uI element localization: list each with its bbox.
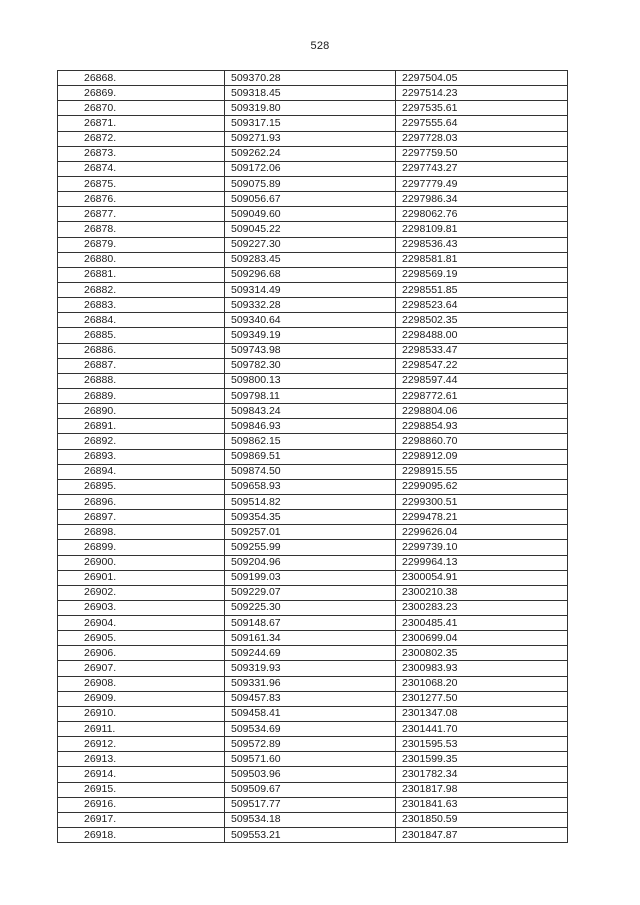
x-coordinate-cell: 509049.60 [225, 207, 396, 222]
point-number-cell: 26896. [58, 494, 225, 509]
x-coordinate-cell: 509517.77 [225, 797, 396, 812]
x-coordinate-cell: 509283.45 [225, 252, 396, 267]
point-number-cell: 26876. [58, 192, 225, 207]
table-row [58, 797, 568, 812]
y-coordinate-cell: 2300054.91 [396, 570, 568, 585]
y-coordinate-cell: 2298912.09 [396, 449, 568, 464]
table-row [58, 71, 568, 86]
point-number-cell: 26910. [58, 706, 225, 721]
y-coordinate-cell: 2298804.06 [396, 404, 568, 419]
point-number-cell: 26890. [58, 404, 225, 419]
point-number-cell: 26895. [58, 479, 225, 494]
y-coordinate-cell: 2301595.53 [396, 737, 568, 752]
x-coordinate-cell: 509457.83 [225, 691, 396, 706]
point-number-cell: 26883. [58, 298, 225, 313]
y-coordinate-cell: 2297743.27 [396, 161, 568, 176]
x-coordinate-cell: 509743.98 [225, 343, 396, 358]
x-coordinate-cell: 509458.41 [225, 706, 396, 721]
y-coordinate-cell: 2300983.93 [396, 661, 568, 676]
y-coordinate-cell: 2298772.61 [396, 388, 568, 403]
y-coordinate-cell: 2297555.64 [396, 116, 568, 131]
table-row [58, 706, 568, 721]
table-row [58, 131, 568, 146]
table-row [58, 86, 568, 101]
table-row [58, 812, 568, 827]
point-number-cell: 26882. [58, 282, 225, 297]
table-row [58, 691, 568, 706]
y-coordinate-cell: 2297759.50 [396, 146, 568, 161]
x-coordinate-cell: 509172.06 [225, 161, 396, 176]
point-number-cell: 26902. [58, 585, 225, 600]
table-row [58, 313, 568, 328]
y-coordinate-cell: 2301850.59 [396, 812, 568, 827]
table-row [58, 585, 568, 600]
y-coordinate-cell: 2301817.98 [396, 782, 568, 797]
table-row [58, 646, 568, 661]
point-number-cell: 26901. [58, 570, 225, 585]
point-number-cell: 26912. [58, 737, 225, 752]
point-number-cell: 26877. [58, 207, 225, 222]
x-coordinate-cell: 509148.67 [225, 616, 396, 631]
table-row [58, 540, 568, 555]
y-coordinate-cell: 2301782.34 [396, 767, 568, 782]
table-row [58, 222, 568, 237]
x-coordinate-cell: 509370.28 [225, 71, 396, 86]
x-coordinate-cell: 509244.69 [225, 646, 396, 661]
x-coordinate-cell: 509227.30 [225, 237, 396, 252]
point-number-cell: 26888. [58, 373, 225, 388]
y-coordinate-cell: 2298860.70 [396, 434, 568, 449]
y-coordinate-cell: 2298523.64 [396, 298, 568, 313]
table-row [58, 328, 568, 343]
point-number-cell: 26900. [58, 555, 225, 570]
y-coordinate-cell: 2301068.20 [396, 676, 568, 691]
x-coordinate-cell: 509204.96 [225, 555, 396, 570]
point-number-cell: 26907. [58, 661, 225, 676]
x-coordinate-cell: 509045.22 [225, 222, 396, 237]
table-row [58, 555, 568, 570]
point-number-cell: 26878. [58, 222, 225, 237]
x-coordinate-cell: 509271.93 [225, 131, 396, 146]
y-coordinate-cell: 2298502.35 [396, 313, 568, 328]
x-coordinate-cell: 509354.35 [225, 510, 396, 525]
point-number-cell: 26874. [58, 161, 225, 176]
point-number-cell: 26918. [58, 828, 225, 843]
point-number-cell: 26905. [58, 631, 225, 646]
x-coordinate-cell: 509862.15 [225, 434, 396, 449]
point-number-cell: 26871. [58, 116, 225, 131]
point-number-cell: 26916. [58, 797, 225, 812]
point-number-cell: 26914. [58, 767, 225, 782]
y-coordinate-cell: 2298581.81 [396, 252, 568, 267]
point-number-cell: 26908. [58, 676, 225, 691]
y-coordinate-cell: 2301599.35 [396, 752, 568, 767]
point-number-cell: 26891. [58, 419, 225, 434]
point-number-cell: 26897. [58, 510, 225, 525]
point-number-cell: 26911. [58, 722, 225, 737]
y-coordinate-cell: 2298597.44 [396, 373, 568, 388]
x-coordinate-cell: 509349.19 [225, 328, 396, 343]
y-coordinate-cell: 2298547.22 [396, 358, 568, 373]
x-coordinate-cell: 509056.67 [225, 192, 396, 207]
point-number-cell: 26893. [58, 449, 225, 464]
point-number-cell: 26879. [58, 237, 225, 252]
point-number-cell: 26898. [58, 525, 225, 540]
y-coordinate-cell: 2300802.35 [396, 646, 568, 661]
coordinates-table [57, 70, 568, 843]
table-row [58, 207, 568, 222]
table-row [58, 388, 568, 403]
table-row [58, 343, 568, 358]
x-coordinate-cell: 509340.64 [225, 313, 396, 328]
y-coordinate-cell: 2299300.51 [396, 494, 568, 509]
table-row [58, 373, 568, 388]
x-coordinate-cell: 509225.30 [225, 600, 396, 615]
x-coordinate-cell: 509319.80 [225, 101, 396, 116]
table-row [58, 464, 568, 479]
point-number-cell: 26885. [58, 328, 225, 343]
x-coordinate-cell: 509199.03 [225, 570, 396, 585]
point-number-cell: 26872. [58, 131, 225, 146]
y-coordinate-cell: 2297986.34 [396, 192, 568, 207]
y-coordinate-cell: 2297728.03 [396, 131, 568, 146]
y-coordinate-cell: 2298854.93 [396, 419, 568, 434]
point-number-cell: 26887. [58, 358, 225, 373]
point-number-cell: 26915. [58, 782, 225, 797]
y-coordinate-cell: 2301841.63 [396, 797, 568, 812]
point-number-cell: 26903. [58, 600, 225, 615]
x-coordinate-cell: 509332.28 [225, 298, 396, 313]
point-number-cell: 26904. [58, 616, 225, 631]
x-coordinate-cell: 509075.89 [225, 176, 396, 191]
table-row [58, 449, 568, 464]
point-number-cell: 26894. [58, 464, 225, 479]
y-coordinate-cell: 2298109.81 [396, 222, 568, 237]
table-row [58, 101, 568, 116]
table-row [58, 252, 568, 267]
point-number-cell: 26889. [58, 388, 225, 403]
point-number-cell: 26875. [58, 176, 225, 191]
y-coordinate-cell: 2297535.61 [396, 101, 568, 116]
point-number-cell: 26884. [58, 313, 225, 328]
y-coordinate-cell: 2298551.85 [396, 282, 568, 297]
table-row [58, 267, 568, 282]
y-coordinate-cell: 2297504.05 [396, 71, 568, 86]
y-coordinate-cell: 2301347.08 [396, 706, 568, 721]
y-coordinate-cell: 2298062.76 [396, 207, 568, 222]
x-coordinate-cell: 509553.21 [225, 828, 396, 843]
y-coordinate-cell: 2300485.41 [396, 616, 568, 631]
table-row [58, 434, 568, 449]
table-row [58, 116, 568, 131]
y-coordinate-cell: 2298569.19 [396, 267, 568, 282]
point-number-cell: 26869. [58, 86, 225, 101]
table-row [58, 676, 568, 691]
x-coordinate-cell: 509843.24 [225, 404, 396, 419]
y-coordinate-cell: 2298488.00 [396, 328, 568, 343]
table-row [58, 510, 568, 525]
y-coordinate-cell: 2299739.10 [396, 540, 568, 555]
table-row [58, 176, 568, 191]
table-row [58, 737, 568, 752]
point-number-cell: 26899. [58, 540, 225, 555]
y-coordinate-cell: 2298536.43 [396, 237, 568, 252]
point-number-cell: 26868. [58, 71, 225, 86]
x-coordinate-cell: 509658.93 [225, 479, 396, 494]
y-coordinate-cell: 2300283.23 [396, 600, 568, 615]
table-row [58, 282, 568, 297]
y-coordinate-cell: 2301277.50 [396, 691, 568, 706]
x-coordinate-cell: 509509.67 [225, 782, 396, 797]
table-row [58, 752, 568, 767]
x-coordinate-cell: 509800.13 [225, 373, 396, 388]
table-row [58, 146, 568, 161]
x-coordinate-cell: 509874.50 [225, 464, 396, 479]
x-coordinate-cell: 509503.96 [225, 767, 396, 782]
table-row [58, 494, 568, 509]
point-number-cell: 26886. [58, 343, 225, 358]
y-coordinate-cell: 2301441.70 [396, 722, 568, 737]
table-row [58, 767, 568, 782]
table-row [58, 479, 568, 494]
point-number-cell: 26870. [58, 101, 225, 116]
point-number-cell: 26880. [58, 252, 225, 267]
point-number-cell: 26906. [58, 646, 225, 661]
y-coordinate-cell: 2299095.62 [396, 479, 568, 494]
x-coordinate-cell: 509869.51 [225, 449, 396, 464]
x-coordinate-cell: 509798.11 [225, 388, 396, 403]
x-coordinate-cell: 509257.01 [225, 525, 396, 540]
x-coordinate-cell: 509161.34 [225, 631, 396, 646]
point-number-cell: 26917. [58, 812, 225, 827]
x-coordinate-cell: 509572.89 [225, 737, 396, 752]
table-row [58, 828, 568, 843]
table-row [58, 631, 568, 646]
table-row [58, 616, 568, 631]
y-coordinate-cell: 2298915.55 [396, 464, 568, 479]
point-number-cell: 26913. [58, 752, 225, 767]
point-number-cell: 26881. [58, 267, 225, 282]
x-coordinate-cell: 509229.07 [225, 585, 396, 600]
y-coordinate-cell: 2299478.21 [396, 510, 568, 525]
x-coordinate-cell: 509317.15 [225, 116, 396, 131]
y-coordinate-cell: 2300210.38 [396, 585, 568, 600]
point-number-cell: 26873. [58, 146, 225, 161]
x-coordinate-cell: 509314.49 [225, 282, 396, 297]
x-coordinate-cell: 509262.24 [225, 146, 396, 161]
table-row [58, 237, 568, 252]
x-coordinate-cell: 509534.18 [225, 812, 396, 827]
y-coordinate-cell: 2299626.04 [396, 525, 568, 540]
y-coordinate-cell: 2300699.04 [396, 631, 568, 646]
x-coordinate-cell: 509571.60 [225, 752, 396, 767]
x-coordinate-cell: 509255.99 [225, 540, 396, 555]
table-row [58, 570, 568, 585]
x-coordinate-cell: 509514.82 [225, 494, 396, 509]
x-coordinate-cell: 509319.93 [225, 661, 396, 676]
x-coordinate-cell: 509331.96 [225, 676, 396, 691]
y-coordinate-cell: 2299964.13 [396, 555, 568, 570]
y-coordinate-cell: 2297779.49 [396, 176, 568, 191]
table-row [58, 722, 568, 737]
table-row [58, 358, 568, 373]
table-row [58, 161, 568, 176]
page-number: 528 [310, 40, 330, 52]
x-coordinate-cell: 509846.93 [225, 419, 396, 434]
x-coordinate-cell: 509296.68 [225, 267, 396, 282]
table-row [58, 661, 568, 676]
table-row [58, 192, 568, 207]
x-coordinate-cell: 509318.45 [225, 86, 396, 101]
y-coordinate-cell: 2301847.87 [396, 828, 568, 843]
x-coordinate-cell: 509782.30 [225, 358, 396, 373]
x-coordinate-cell: 509534.69 [225, 722, 396, 737]
coordinates-table-body [58, 71, 568, 843]
table-row [58, 782, 568, 797]
y-coordinate-cell: 2297514.23 [396, 86, 568, 101]
y-coordinate-cell: 2298533.47 [396, 343, 568, 358]
table-row [58, 525, 568, 540]
table-row [58, 298, 568, 313]
table-row [58, 404, 568, 419]
table-row [58, 419, 568, 434]
table-row [58, 600, 568, 615]
point-number-cell: 26892. [58, 434, 225, 449]
point-number-cell: 26909. [58, 691, 225, 706]
